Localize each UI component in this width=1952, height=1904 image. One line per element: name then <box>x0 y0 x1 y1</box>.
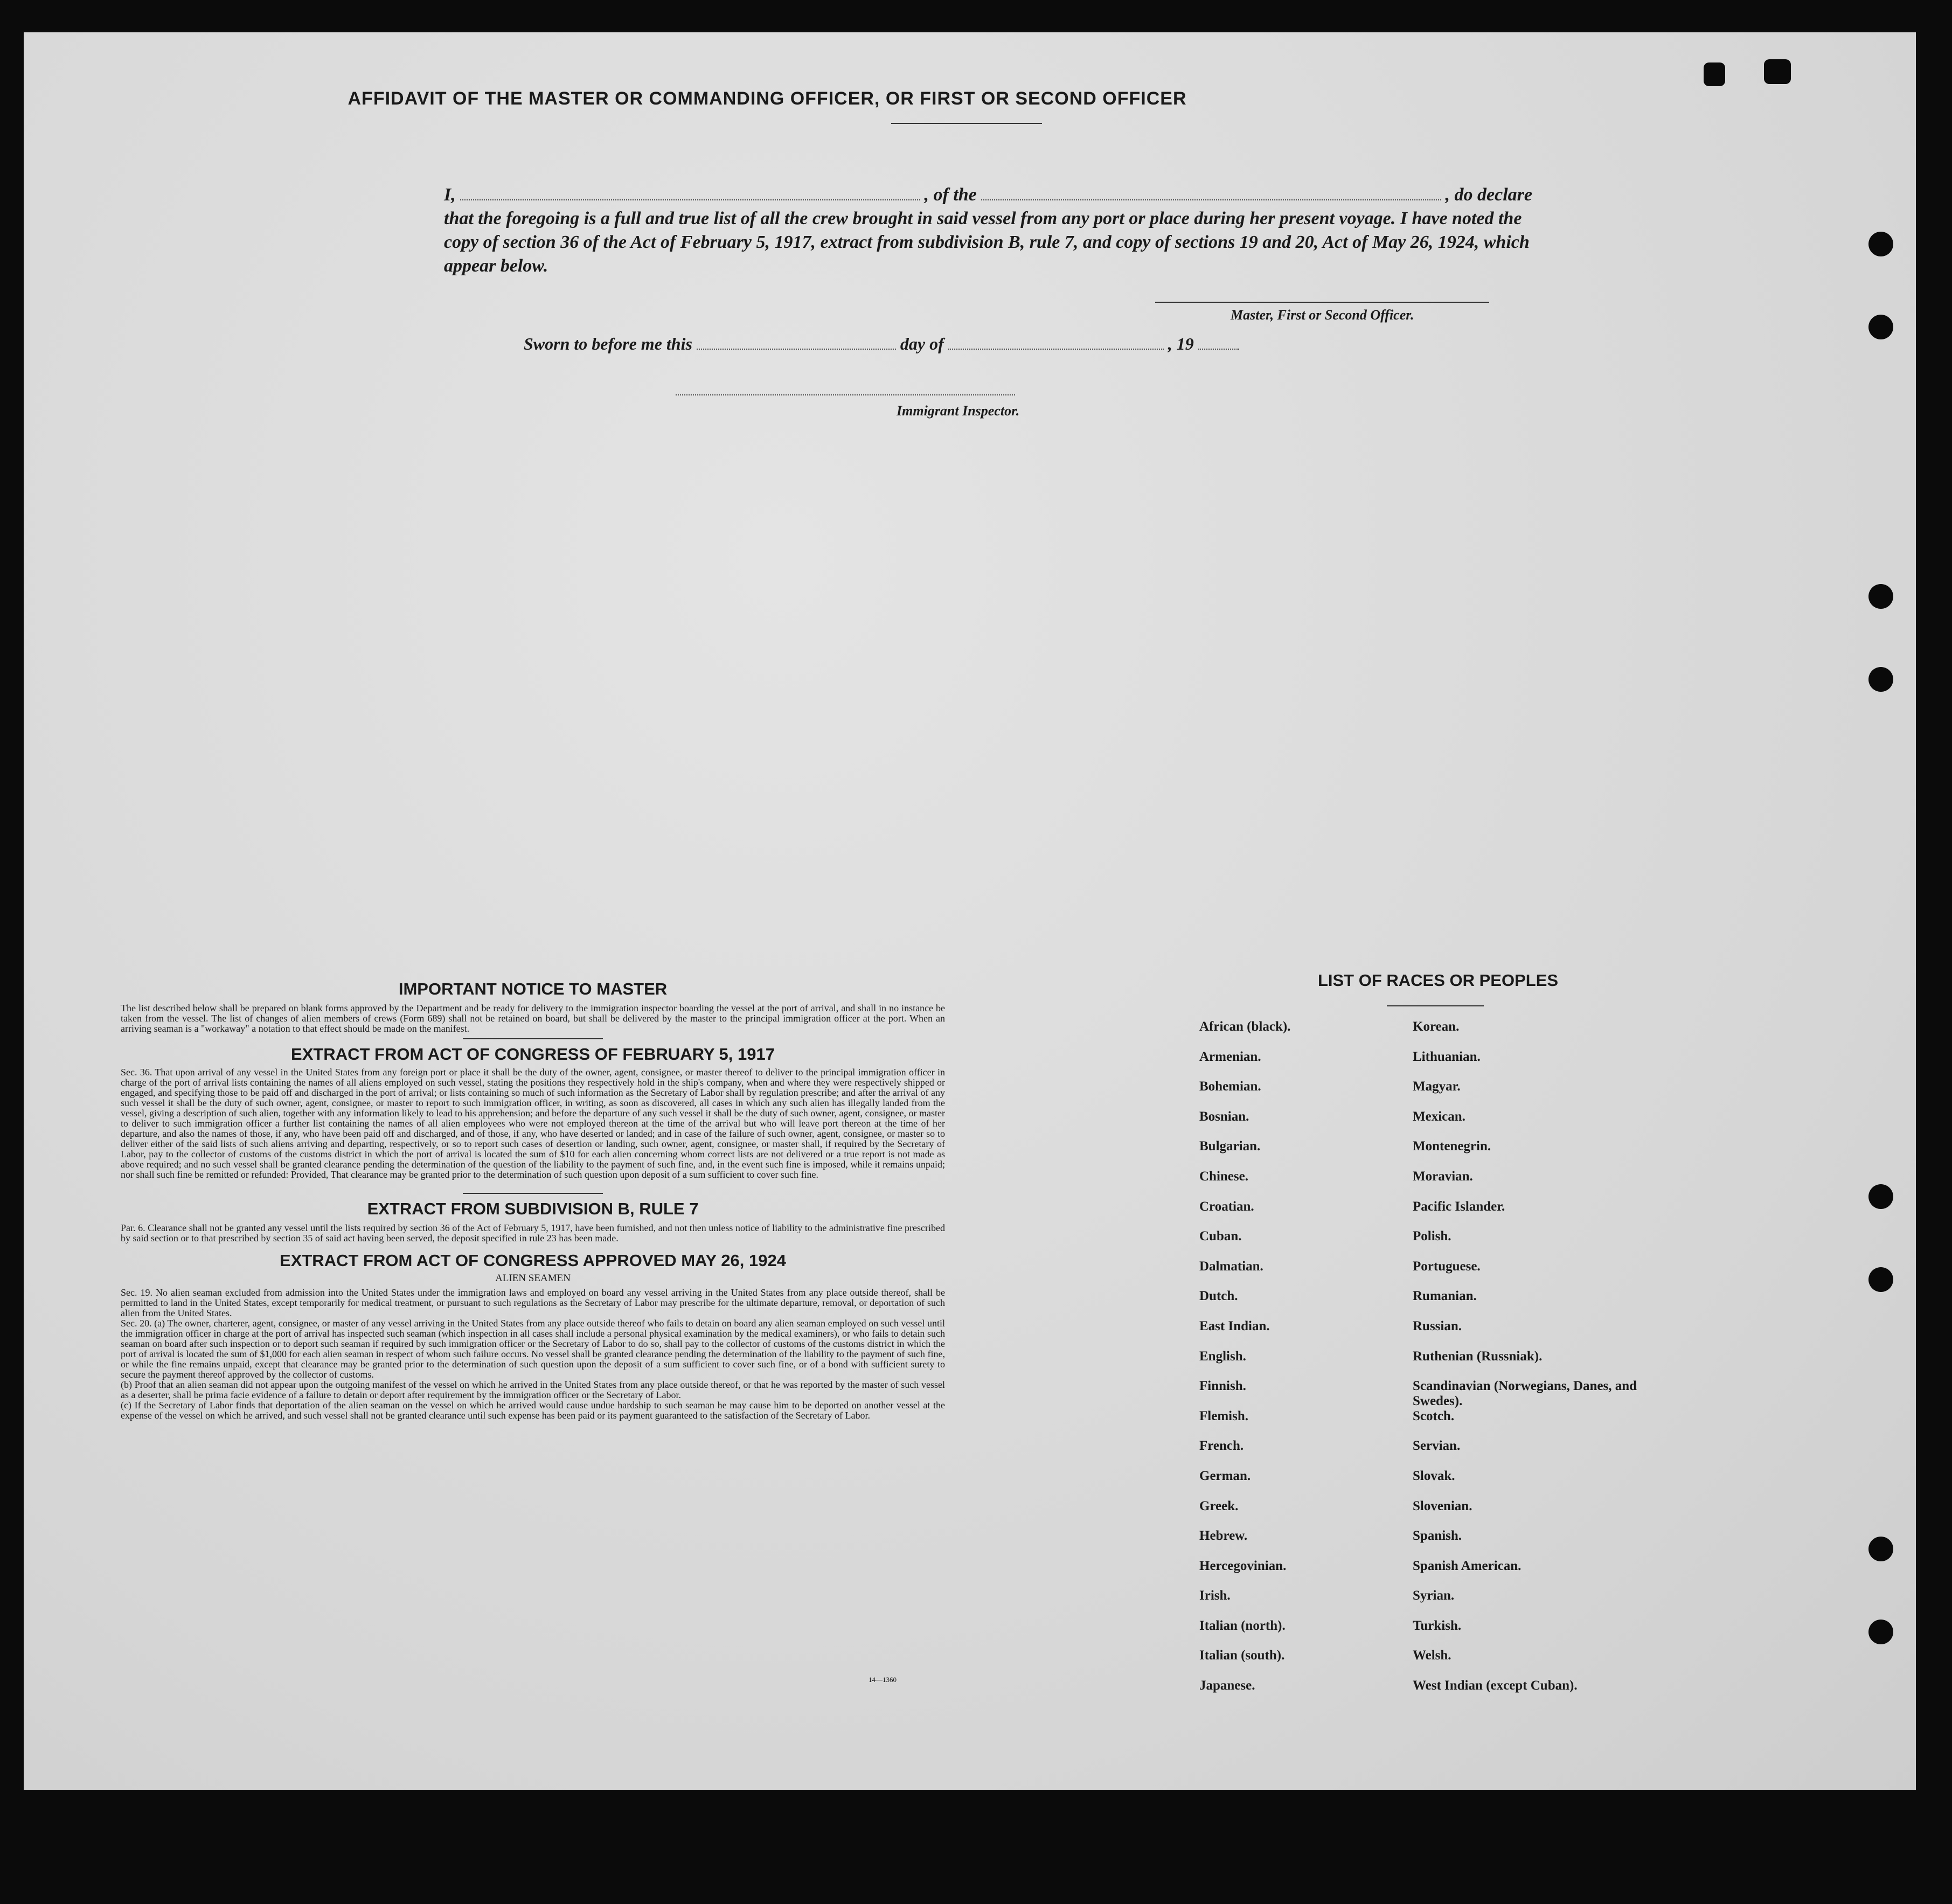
declaration-body: that the foregoing is a full and true list of all the crew brought in said vessel from any port or place during her present voyage. I have noted the copy of section 36 of the Act of February 5, 1917, extract from subdivision B, rule 7, and copy of sections 19 and 20, Act of May 26, 1924, which appear below. <box>444 209 1530 276</box>
vessel-field[interactable] <box>981 199 1441 200</box>
sworn-year: , 19 <box>1168 334 1194 353</box>
punch-hole <box>1868 315 1893 339</box>
signature-label: Master, First or Second Officer. <box>1231 307 1414 323</box>
race-item: Montenegrin. <box>1413 1139 1491 1154</box>
race-item: Dutch. <box>1199 1289 1238 1304</box>
race-item: Bulgarian. <box>1199 1139 1261 1154</box>
race-item: Pacific Islander. <box>1413 1199 1505 1214</box>
title-underline <box>891 123 1042 124</box>
sec-20b: (b) Proof that an alien seaman did not appear upon the outgoing manifest of the vessel on which he arrived in the United States from any place outside thereof, or that he was reported by the master of such vessel as a deserter, shall be prima facie evidence of a failure to detain or deport after requirement by the immigration officer or the Secretary of Labor. <box>121 1379 945 1400</box>
sworn-month-field[interactable] <box>948 349 1164 350</box>
race-item: East Indian. <box>1199 1318 1270 1333</box>
sworn-year-field[interactable] <box>1198 349 1239 350</box>
race-item: Portuguese. <box>1413 1259 1481 1274</box>
notice-title: IMPORTANT NOTICE TO MASTER <box>398 979 668 998</box>
race-item: English. <box>1199 1349 1246 1364</box>
race-item: Bosnian. <box>1199 1109 1249 1124</box>
race-item: Italian (south). <box>1199 1648 1285 1663</box>
race-item: Armenian. <box>1199 1049 1261 1064</box>
section-divider <box>463 1193 603 1194</box>
races-title: LIST OF RACES OR PEOPLES <box>1317 971 1559 990</box>
declaration-line <box>444 183 1532 207</box>
sec-20c: (c) If the Secretary of Labor finds that deportation of the alien seaman on the vessel on which he arrived would cause undue hardship to such seaman he may cause him to be deported on another vessel at the expense of the vessel on which he arrived, and such vessel shall not be granted clearance until such expense has been paid or its payment guaranteed to the satisfaction of the Secretary of Labor. <box>121 1400 945 1421</box>
races-right-column <box>1413 1019 1639 1708</box>
name-field[interactable] <box>460 199 920 200</box>
race-item: African (black). <box>1199 1019 1291 1034</box>
document-page <box>24 32 1916 1790</box>
declaration-of-the: , of the <box>924 185 977 205</box>
race-item: Slovak. <box>1413 1468 1455 1483</box>
race-item: Polish. <box>1413 1229 1451 1244</box>
alien-seamen-subtitle: ALIEN SEAMEN <box>495 1273 571 1284</box>
races-title-underline <box>1387 1005 1484 1006</box>
race-item: Welsh. <box>1413 1648 1451 1663</box>
sworn-day-of: day of <box>900 334 944 353</box>
race-item: West Indian (except Cuban). <box>1413 1678 1578 1693</box>
extract-1917-text: Sec. 36. That upon arrival of any vessel in the United States from any foreign port or place it shall be the duty of the owner, agent, consignee, or master thereof to deliver to the principal immigration officer in charge of the port of arrival lists containing the names of all aliens employed on such vessel, stating the positions they respectively hold in the ship's company, when and where they were respectively shipped or engaged, and specifying those to be paid off and discharged in the port of arrival; or lists containing so much of such information as the Secretary of Labor shall by regulation prescribe; and after the arrival of any such vessel it shall be the duty of such owner, agent, consignee, or master to report to such immigration officer, in writing, as soon as discovered, all cases in which any such alien has illegally landed from the vessel, giving a description of such alien, together with any information likely to lead to his apprehension; and before the departure of any such vessel it shall be the duty of such owner, agent, consignee, or master to deliver to such immigration officer a further list containing the names of all alien employees who were not employed thereon at the time of the arrival but who will leave port thereon at the time of her departure, and also the names of those, if any, who have been paid off and discharged, and of those, if any, who have deserted or landed; and in case of the failure of such owner, agent, consignee, or master so to deliver either of the said lists of such aliens arriving and departing, respectively, or so to report such cases of desertion or landing, such owner, agent, consignee, or master shall, if required by the Secretary of Labor, pay to the collector of customs of the customs district in which the port of arrival is located the sum of $10 for each alien concerning whom correct lists are not delivered or a true report is not made as above required; and no such vessel shall be granted clearance pending the determination of the question of the liability to the payment of such fine, and, in the event such fine is imposed, while it remains unpaid; nor shall such fine be remitted or refunded: Provided, That clearance may be granted prior to the determination of such question upon deposit of a sum sufficient to cover such fine. <box>121 1067 945 1180</box>
punch-hole <box>1868 584 1893 609</box>
race-item: Syrian. <box>1413 1588 1455 1603</box>
inspector-label: Immigrant Inspector. <box>897 403 1020 419</box>
race-item: Russian. <box>1413 1318 1462 1333</box>
affidavit-title: AFFIDAVIT OF THE MASTER OR COMMANDING OFFICER, OR FIRST OR SECOND OFFICER <box>348 88 1187 109</box>
section-divider <box>463 1038 603 1039</box>
sworn-day-field[interactable] <box>697 349 896 350</box>
race-item: Finnish. <box>1199 1379 1246 1394</box>
extract-1917-title: EXTRACT FROM ACT OF CONGRESS OF FEBRUARY 5, 1917 <box>291 1045 775 1064</box>
race-item: Bohemian. <box>1199 1079 1261 1094</box>
race-item: Korean. <box>1413 1019 1460 1034</box>
race-item: Dalmatian. <box>1199 1259 1263 1274</box>
declaration-i: I, <box>444 185 456 205</box>
sworn-text: Sworn to before me this <box>524 334 692 353</box>
race-item: Japanese. <box>1199 1678 1255 1693</box>
race-item: Magyar. <box>1413 1079 1461 1094</box>
form-number: 14—1360 <box>869 1676 897 1684</box>
race-item: Croatian. <box>1199 1199 1254 1214</box>
race-item: Greek. <box>1199 1498 1239 1513</box>
punch-hole <box>1868 1184 1893 1209</box>
race-item: Spanish. <box>1413 1528 1462 1544</box>
race-item: Hebrew. <box>1199 1528 1248 1544</box>
binder-tab <box>1764 59 1791 84</box>
race-item: Italian (north). <box>1199 1618 1286 1633</box>
extract-1924-title: EXTRACT FROM ACT OF CONGRESS APPROVED MAY 26, 1924 <box>280 1251 786 1270</box>
race-item: Hercegovinian. <box>1199 1558 1287 1573</box>
punch-hole <box>1868 1267 1893 1292</box>
race-item: Irish. <box>1199 1588 1231 1603</box>
race-item: Chinese. <box>1199 1169 1248 1184</box>
races-left-column <box>1199 1019 1426 1708</box>
races-list <box>1187 971 1651 1693</box>
race-item: Mexican. <box>1413 1109 1465 1124</box>
sworn-line <box>524 334 1278 354</box>
extract-b7-title: EXTRACT FROM SUBDIVISION B, RULE 7 <box>367 1199 699 1218</box>
punch-hole <box>1868 232 1893 256</box>
inspector-signature-line[interactable] <box>676 394 1015 395</box>
declaration <box>444 183 1532 278</box>
race-item: Slovenian. <box>1413 1498 1472 1513</box>
sec-20a: Sec. 20. (a) The owner, charterer, agent, consignee, or master of any vessel arriving in the United States from any place outside thereof who fails to detain on board any alien seaman employed on such vessel until the immigration officer in charge at the port of arrival has inspected such seaman (which inspection in all cases shall include a personal physical examination by the medical examiners), or who fails to detain such seaman on board after such inspection or to deport such seaman if required by such immigration officer or the Secretary of Labor to do so, shall pay to the collector of customs of the customs district in which the port of arrival is located the sum of $1,000 for each alien seaman in respect of whom such failure occurs. No vessel shall be granted clearance pending the determination of the liability to the payment of such fine, or while the fine remains unpaid, except that clearance may be granted prior to the determination of such question upon the deposit of a sum sufficient to cover such fine, or of a bond with sufficient surety to secure the payment thereof approved by the collector of customs. <box>121 1318 945 1380</box>
race-item: Rumanian. <box>1413 1289 1477 1304</box>
punch-hole <box>1868 1537 1893 1561</box>
race-item: Spanish American. <box>1413 1558 1522 1573</box>
legal-notices <box>121 979 945 1421</box>
punch-hole <box>1868 1620 1893 1644</box>
punch-hole <box>1868 667 1893 692</box>
notice-text: The list described below shall be prepared on blank forms approved by the Department and be ready for delivery to the immigration inspector boarding the vessel at the port of arrival, and shall in no instance be taken from the vessel. The list of changes of alien members of crews (Form 689) shall not be retained on board, but shall be delivered by the master to the principal immigration officer at the port. When an arriving seaman is a "workaway" a notation to that effect should be made on the manifest. <box>121 1003 945 1034</box>
race-item: Ruthenian (Russniak). <box>1413 1349 1543 1364</box>
binder-tab <box>1704 62 1725 86</box>
race-item: German. <box>1199 1468 1251 1483</box>
race-item: Flemish. <box>1199 1408 1248 1423</box>
signature-line[interactable] <box>1155 302 1489 303</box>
race-item: French. <box>1199 1439 1244 1454</box>
race-item: Scandinavian (Norwegians, Danes, and Swedes). <box>1413 1379 1637 1409</box>
declaration-do-declare: , do declare <box>1445 185 1532 205</box>
race-item: Cuban. <box>1199 1229 1242 1244</box>
sec-19: Sec. 19. No alien seaman excluded from admission into the United States under the immigration laws and employed on board any vessel arriving in the United States from any place outside thereof, shall be permitted to land in the United States, except temporarily for medical treatment, or pursuant to such regulations as the Secretary of Labor may prescribe for the ultimate departure, removal, or deportation of such alien from the United States. <box>121 1287 945 1318</box>
race-item: Moravian. <box>1413 1169 1473 1184</box>
extract-1924-text <box>121 1288 945 1421</box>
race-item: Turkish. <box>1413 1618 1462 1633</box>
race-item: Lithuanian. <box>1413 1049 1481 1064</box>
race-item: Scotch. <box>1413 1408 1455 1423</box>
extract-b7-text: Par. 6. Clearance shall not be granted any vessel until the lists required by section 36 of the Act of February 5, 1917, have been furnished, and not then unless notice of liability to the administrative fine prescribed by said section or to that prescribed by section 35 of said act having been served, the deposit specified in rule 23 has been made. <box>121 1222 945 1243</box>
race-item: Servian. <box>1413 1439 1461 1454</box>
